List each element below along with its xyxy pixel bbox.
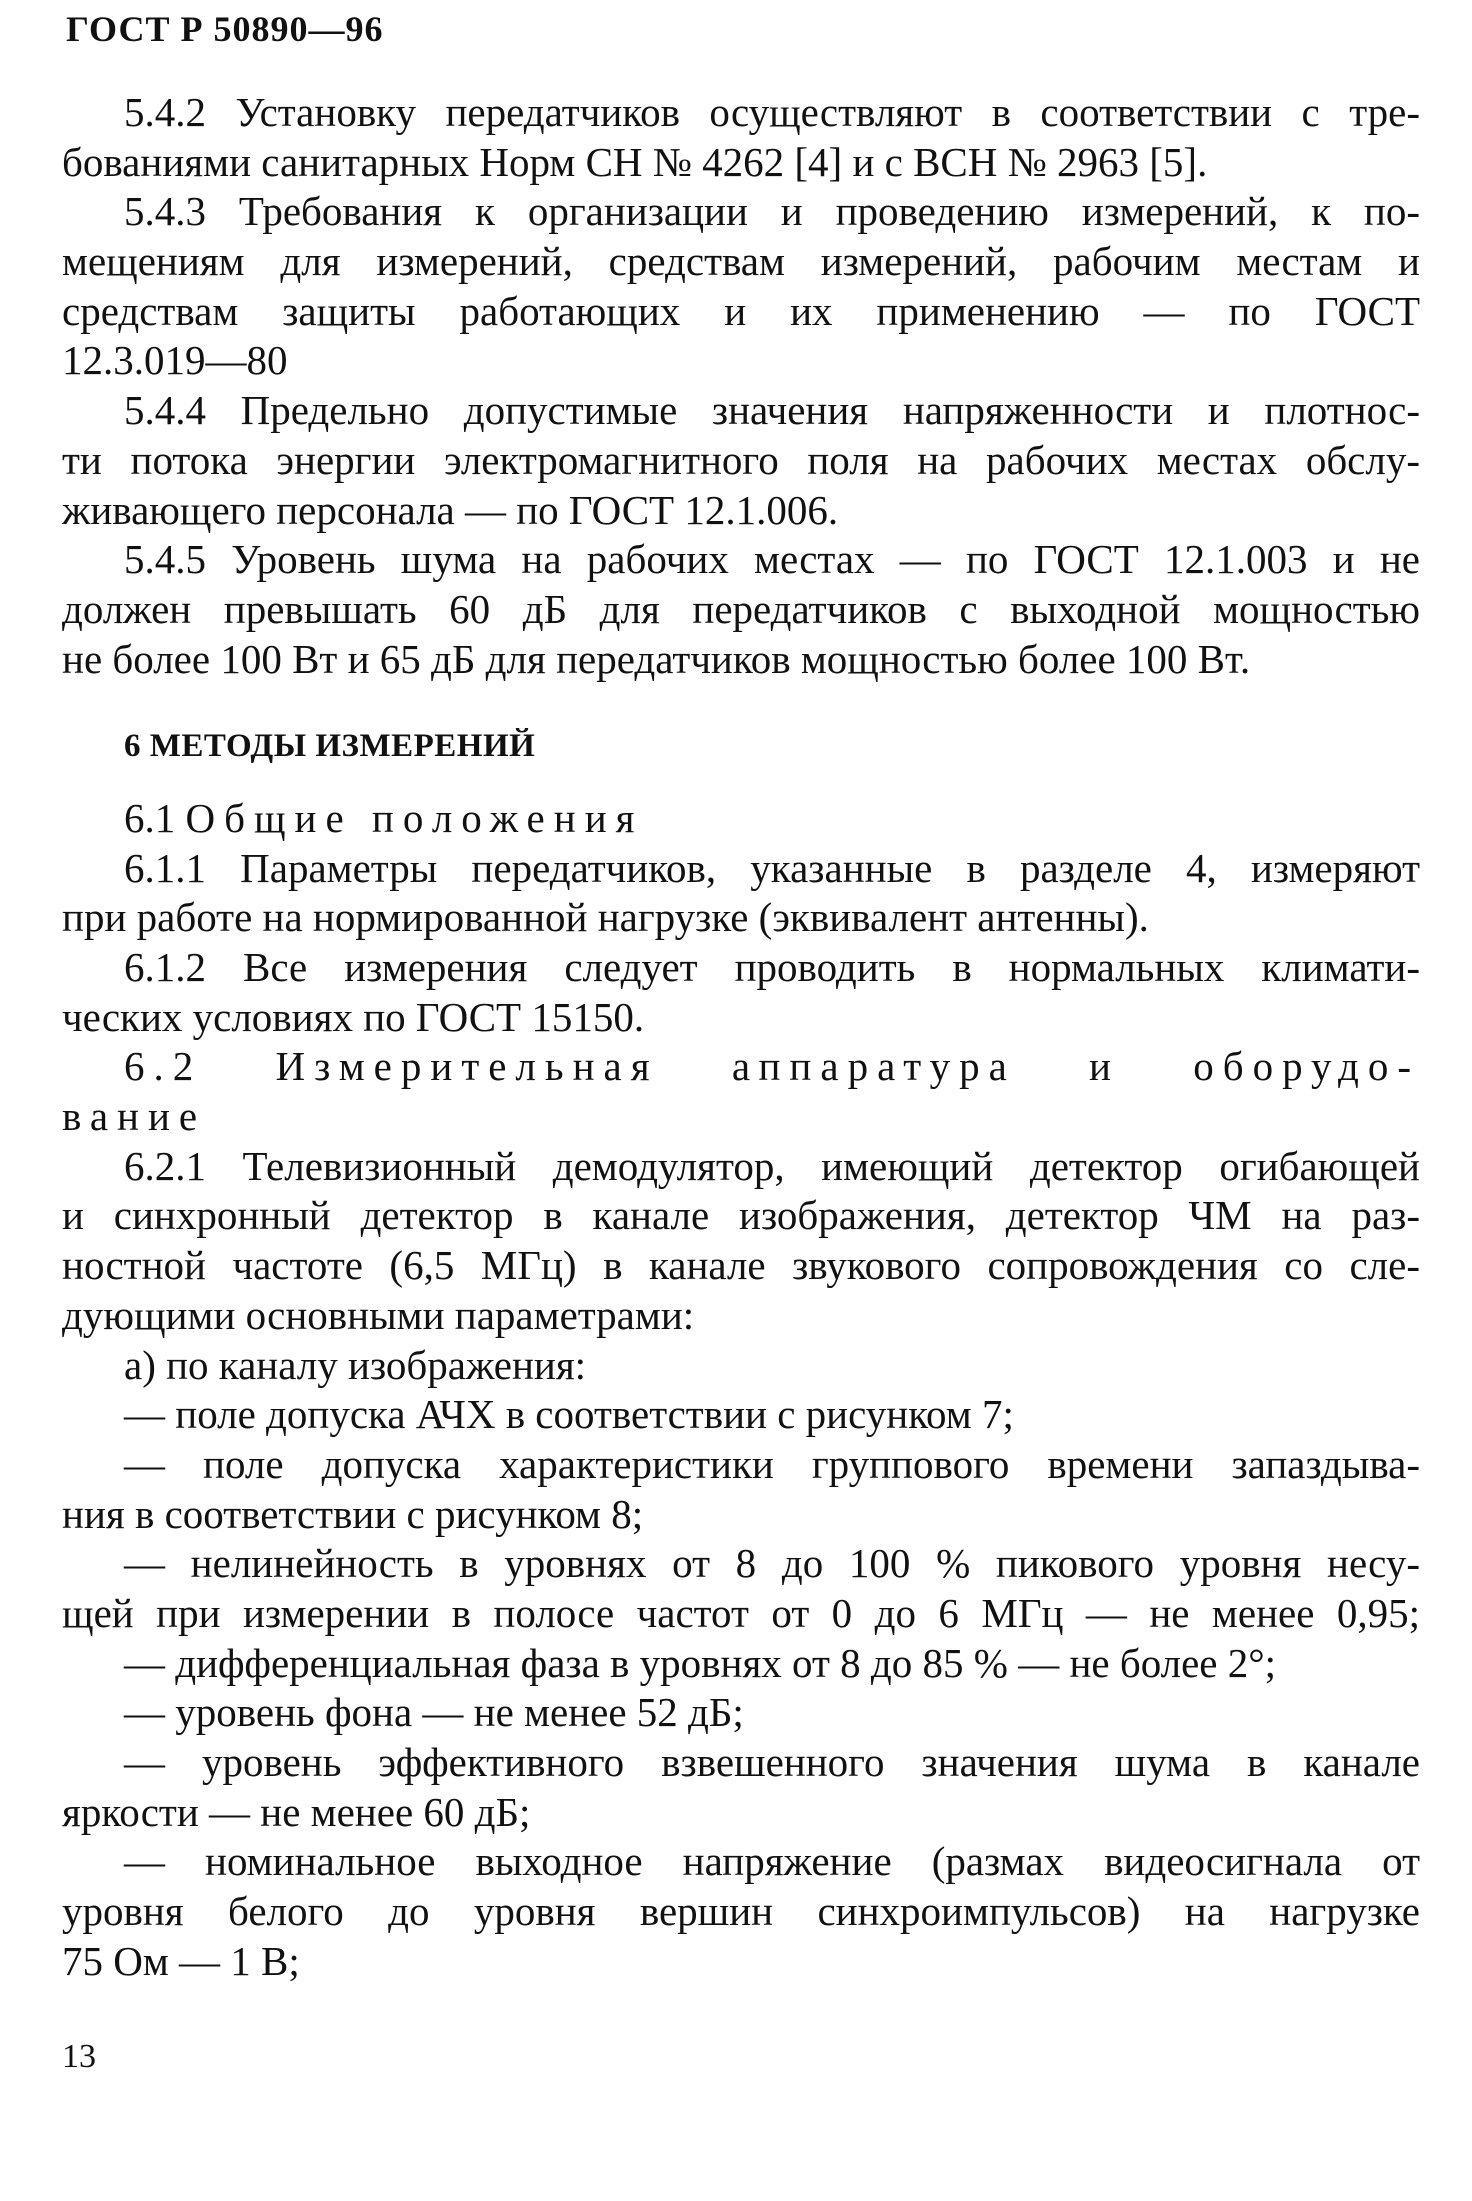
spacer — [62, 684, 1420, 722]
list-item-6-line-1: — уровень эффективного взвешенного значения шума в канале — [124, 1739, 1420, 1785]
subsection-6-1-title — [62, 794, 1420, 844]
document-header: ГОСТ Р 50890—96 — [66, 9, 384, 49]
paragraph-6-2-1-line-1: 6.2.1 Телевизионный демодулятор, имеющий детектор огибающей — [124, 1142, 1420, 1189]
spacer — [62, 772, 1420, 794]
paragraph-5-4-5-line-1: 5.4.5 Уровень шума на рабочих местах — по ГОСТ 12.1.003 и не — [124, 536, 1420, 583]
list-item-4: — дифференциальная фаза в уровнях от 8 до 85 % — не более 2°; — [124, 1639, 1277, 1686]
list-item-a: а) по каналу изображения: — [124, 1341, 587, 1388]
paragraph-5-4-3-line-4: 12.3.019—80 — [62, 337, 288, 384]
paragraph-5-4-5-line-3: не более 100 Вт и 65 дБ для передатчиков мощностью более 100 Вт. — [62, 635, 1251, 682]
list-item-7-line-1: — номинальное выходное напряжение (размах видеосигнала от — [124, 1838, 1420, 1885]
list-item-5: — уровень фона — не менее 52 дБ; — [124, 1689, 744, 1736]
paragraph-6-2-1-line-3: ностной частоте (6,5 МГц) в канале звукового сопровождения со сле- — [62, 1242, 1420, 1289]
paragraph-6-1-1-line-2: при работе на нормированной нагрузке (эквивалент антенны). — [62, 894, 1149, 941]
subsection-6-1-name: Общие положения — [185, 794, 644, 841]
paragraph-5-4-4-line-3: живающего персонала — по ГОСТ 12.1.006. — [62, 486, 839, 533]
paragraph-5-4-3-line-2: мещениям для измерений, средствам измерений, рабочим местам и — [62, 238, 1420, 285]
paragraph-5-4-4-line-2: ти потока энергии электромагнитного поля на рабочих местах обслу- — [62, 436, 1420, 483]
paragraph-5-4-5-line-2: должен превышать 60 дБ для передатчиков с выходной мощностью — [62, 585, 1420, 632]
paragraph-6-2-1-line-2: и синхронный детектор в канале изображения, детектор ЧМ на раз- — [62, 1192, 1420, 1239]
paragraph-5-4-4-line-1: 5.4.4 Предельно допустимые значения напряженности и плотнос- — [124, 387, 1420, 434]
list-item-7-line-3: 75 Ом — 1 В; — [62, 1937, 300, 1984]
paragraph-5-4-3-line-3: средствам защиты работающих и их применению — по ГОСТ — [62, 287, 1420, 334]
paragraph-6-1-2-line-1: 6.1.2 Все измерения следует проводить в нормальных климати- — [124, 944, 1420, 990]
paragraph-5-4-2-line-1: 5.4.2 Установку передатчиков осуществляют в соответствии с тре- — [124, 89, 1420, 135]
list-item-7-line-2: уровня белого до уровня вершин синхроимпульсов) на нагрузке — [62, 1888, 1420, 1935]
list-item-3-line-2: щей при измерении в полосе частот от 0 до 6 МГц — не менее 0,95; — [62, 1589, 1420, 1636]
list-item-3-line-1: — нелинейность в уровнях от 8 до 100 % пикового уровня несу- — [124, 1540, 1420, 1587]
list-item-2-line-2: ния в соответствии с рисунком 8; — [62, 1490, 644, 1537]
subsection-6-1-number: 6.1 — [124, 794, 176, 841]
document-body — [62, 88, 1420, 1986]
paragraph-6-1-1-line-1: 6.1.1 Параметры передатчиков, указанные в разделе 4, измеряют — [124, 844, 1420, 891]
list-item-6-line-2: яркости — не менее 60 дБ; — [62, 1788, 531, 1835]
paragraph-5-4-3-line-1: 5.4.3 Требования к организации и проведению измерений, к по- — [124, 188, 1420, 235]
subsection-6-2-title-line-2: вание — [62, 1093, 207, 1140]
paragraph-6-1-2-line-2: ческих условиях по ГОСТ 15150. — [62, 993, 645, 1040]
list-item-2-line-1: — поле допуска характеристики группового времени запаздыва- — [124, 1440, 1420, 1487]
section-6-heading: 6 МЕТОДЫ ИЗМЕРЕНИЙ — [124, 728, 536, 765]
subsection-6-2-title-line-1: 6.2 Измерительная аппаратура и оборудо- — [124, 1043, 1420, 1090]
paragraph-5-4-2-line-2: бованиями санитарных Норм СН № 4262 [4] и с ВСН № 2963 [5]. — [62, 138, 1208, 185]
page-number: 13 — [62, 2038, 96, 2075]
list-item-1: — поле допуска АЧХ в соответствии с рисунком 7; — [124, 1391, 1014, 1438]
paragraph-6-2-1-line-4: дующими основными параметрами: — [62, 1291, 695, 1338]
